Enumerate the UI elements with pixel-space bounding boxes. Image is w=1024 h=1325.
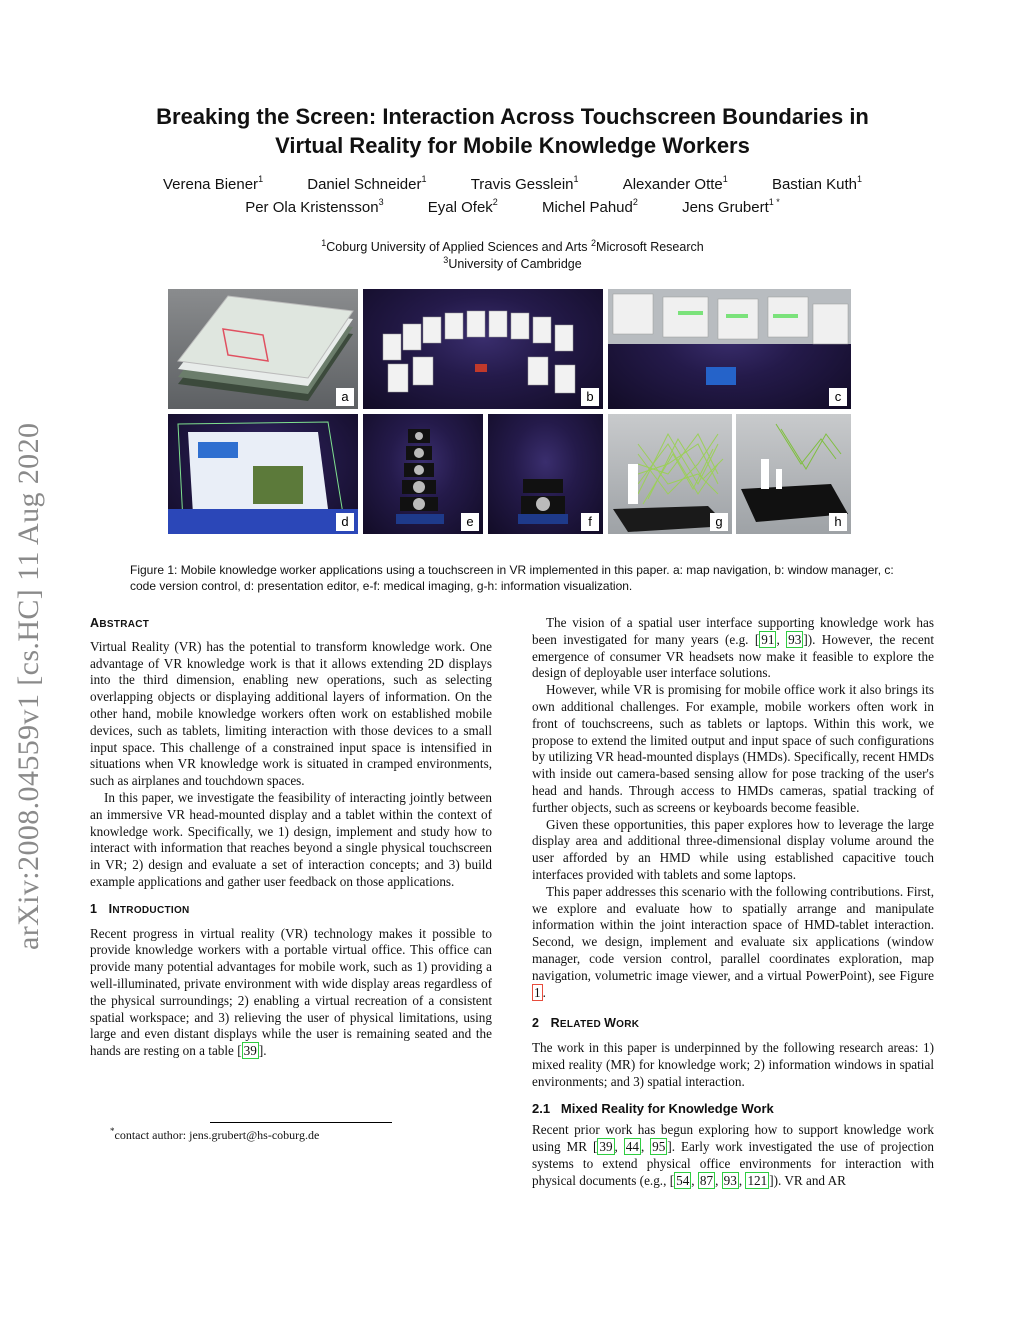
- figure-panel-a: [168, 289, 358, 409]
- related-work-heading: 2 RELATED WORK: [532, 1016, 640, 1031]
- citation-link[interactable]: 39: [243, 1043, 257, 1059]
- author: Per Ola Kristensson$^3$: [245, 197, 384, 216]
- author: Michel Pahud$^2$: [541, 197, 638, 216]
- author: Jens Grubert$^{1 *}$: [682, 197, 780, 216]
- abstract-paragraph-1: Virtual Reality (VR) has the potential to transform knowledge work. One advantage of VR knowledge work is that it allows extending 2D displays into the third dimension, enabling new operations, such as selecting overlapping objects or displaying additional layers of information. On the other hand, mobile knowledge workers often work on established mobile devices, such as tablets, limiting interaction with those devices to a small input space. This challenge of a constrained input space is intensified in situations when VR knowledge work is situated in cramped environments, such as airplanes and touchdown spaces.: [90, 638, 492, 789]
- citation-link[interactable]: 91: [761, 631, 775, 647]
- footnote-rule: [210, 1122, 392, 1123]
- author: Verena Biener$^1$: [162, 174, 264, 193]
- right-column: [532, 615, 934, 1190]
- introduction-heading: 1 INTRODUCTION: [90, 901, 190, 916]
- code-version-illustration: [608, 289, 851, 409]
- author: Eyal Ofek$^2$: [427, 197, 498, 216]
- author: Bastian Kuth$^1$: [771, 174, 863, 193]
- figure-caption: Figure 1: Mobile knowledge worker applications using a touchscreen in VR implemented in this paper. a: map navigation, b: window manager, c: code version control, d: presentation editor, e-f: medical imaging, g-h: information visualization.: [130, 563, 894, 593]
- subsection-heading: 2.1 Mixed Reality for Knowledge Work: [532, 1100, 774, 1116]
- citation-link[interactable]: 87: [699, 1172, 714, 1188]
- window-arc-illustration: [363, 289, 603, 409]
- citation-link[interactable]: 121: [747, 1172, 768, 1188]
- title-line-2: Virtual Reality for Mobile Knowledge Workers: [275, 133, 750, 158]
- abstract-heading: ABSTRACT: [90, 616, 150, 630]
- author: Travis Gesslein$^1$: [470, 174, 579, 193]
- citation-link[interactable]: 93: [723, 1172, 737, 1188]
- panel-label-f: f: [581, 513, 599, 531]
- figure-panel-h: [736, 414, 851, 534]
- affiliation-line-2: $^3$University of Cambridge: [443, 255, 582, 271]
- figure-panel-d: [168, 414, 358, 534]
- panel-label-c: c: [829, 388, 847, 406]
- title-line-1: Breaking the Screen: Interaction Across Touchscreen Boundaries in: [156, 104, 869, 129]
- panel-label-e: e: [461, 513, 479, 531]
- figure-panel-f: [488, 414, 603, 534]
- figure-panel-c: [608, 289, 851, 409]
- footnote: *contact author: jens.grubert@hs-coburg.de: [110, 1126, 320, 1142]
- panel-label-h: h: [829, 513, 847, 531]
- citation-link[interactable]: 93: [788, 631, 802, 647]
- figure-link[interactable]: 1: [534, 984, 541, 1000]
- right-paragraph-4: This paper addresses this scenario with the following contributions. First, we explore and evaluate how to spatially arrange and manipulate information within the joint interaction space of HMD-tablet interaction. Second, we design, implement and evaluate six applications (window manager, code version control, parallel coordinates exploration, map navigation, volumetric image viewer, and a virtual PowerPoint), see Figure 1 .: [532, 883, 934, 1000]
- right-paragraph-2: However, while VR is promising for mobile office work it also brings its own additional challenges. For example, mobile workers often work in front of touchscreens, such as tablets or laptops. Within this work, we propose to extend the limited output and input space of such configurations by utilizing VR head-mounted displays (HMDs). Specifically, recent HMDs with inside out camera-based sensing allow for pose tracking of the user's head and hands. Through access to HMDs cameras, spatial tracking of further objects, such as screens or keyboards become feasible.: [532, 682, 934, 815]
- intro-paragraph-1: Recent progress in virtual reality (VR) technology makes it possible to provide knowledge workers with a portable virtual office. This office can provide many potential advantages for mobile work, such as 1) providing a well-illuminated, private environment with wide display areas regardless of the physical surroundings; 2) enabling a virtual recreation of a consistent spatial workspace; and 3) relieving the user of physical limitations, using large and even distant displays while the user is remaining seated and the hands are resting on a table [ 39 ].: [90, 925, 492, 1059]
- citation-link[interactable]: 95: [652, 1139, 666, 1155]
- author: Daniel Schneider$^1$: [307, 174, 427, 193]
- presentation-editor-illustration: [168, 414, 358, 534]
- panel-label-g: g: [710, 513, 728, 531]
- authors-row-2: [90, 199, 935, 216]
- abstract-paragraph-2: In this paper, we investigate the feasibility of interacting jointly between an immersive VR head-mounted display and a tablet within the context of knowledge work. Specifically, we 1) design, implement and study how to interact with information that reaches beyond a single physical touchscreen in VR; 2) design and evaluate a set of interaction concepts; and 3) build example applications and gather user feedback on those applications.: [90, 789, 492, 889]
- right-paragraph-3: Given these opportunities, this paper explores how to leverage the large display area and additional three-dimensional display volume around the user afforded by an HMD while using established capacitive touch interfaces provided with tablets and some laptops.: [532, 816, 934, 882]
- right-paragraph-1: The vision of a spatial user interface supporting knowledge work has been investigated for many years (e.g. [ 91 , 93 ]). However, the recent emergence of consumer VR headsets now make it feasible to explore the design of deployable user interface solutions.: [532, 615, 934, 681]
- figure-panel-e: [363, 414, 483, 534]
- related-paragraph-1: The work in this paper is underpinned by the following research areas: 1) mixed reality (MR) for knowledge work; 2) information windows in spatial environments; and 3) spatial interaction.: [532, 1040, 934, 1089]
- author: Alexander Otte$^1$: [622, 174, 728, 193]
- citation-link[interactable]: 54: [676, 1172, 690, 1188]
- authors-row-1: [90, 176, 935, 193]
- map-layers-illustration: [168, 289, 358, 409]
- figure-panel-b: [363, 289, 603, 409]
- arxiv-stamp: arXiv:2008.04559v1 [cs.HC] 11 Aug 2020: [12, 422, 45, 950]
- left-column: [90, 615, 492, 1060]
- panel-label-a: a: [336, 388, 354, 406]
- figure-panel-g: [608, 414, 732, 534]
- affiliation-line-1: $^1$Coburg University of Applied Sciences and Arts $^2$Microsoft Research: [321, 238, 704, 254]
- paper-title: [90, 102, 935, 160]
- panel-label-b: b: [581, 388, 599, 406]
- subsection-paragraph-1: Recent prior work has begun exploring how to support knowledge work using MR [ 39 , 44 , 95 ]. Early work investigated the use of projection systems to extend physical office environments for interaction with physical documents (e.g., [ 54 , 87 , 93 , 121 ]). VR and AR: [532, 1122, 934, 1188]
- panel-label-d: d: [336, 513, 354, 531]
- citation-link[interactable]: 39: [599, 1139, 613, 1155]
- citation-link[interactable]: 44: [625, 1139, 639, 1155]
